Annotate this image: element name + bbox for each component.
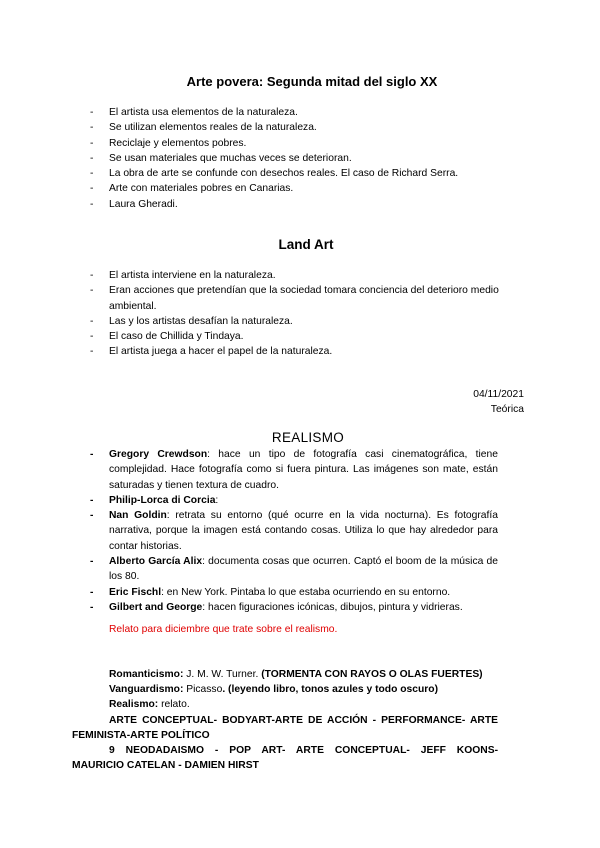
movements-line-1 xyxy=(72,713,498,728)
date: 04/11/2021 xyxy=(473,389,524,400)
summary-block xyxy=(72,667,498,773)
text-bold: (TORMENTA CON RAYOS O OLAS FUERTES) xyxy=(261,669,483,680)
artist-name: Eric Fischl xyxy=(109,586,162,598)
list-item: - Eran acciones que pretendían que la sociedad tomara conciencia del deterioro medio ambiental. xyxy=(90,283,510,314)
list-item xyxy=(90,600,498,615)
realismo-line xyxy=(72,697,498,712)
realismo-note: Relato para diciembre que trate sobre el realismo. xyxy=(109,624,338,635)
text: J. M. W. Turner. xyxy=(183,669,262,680)
list-item: - Se utilizan elementos reales de la naturaleza. xyxy=(90,120,510,135)
list-item xyxy=(90,493,498,508)
artist-name: Nan Goldin xyxy=(109,510,167,522)
list-item: - El artista interviene en la naturaleza. xyxy=(90,268,510,283)
text-bold: MAURICIO CATELAN - DAMIEN HIRST xyxy=(72,760,259,772)
label: Vanguardismo: xyxy=(109,684,184,696)
artist-description: : hace un tipo de fotografía casi cinematográfica, tiene complejidad. Hace fotografía como si fuera pintura. Las imágenes son mate, están saturadas y tienen textura de cuadro. xyxy=(109,449,498,491)
text: Picasso xyxy=(183,684,223,696)
list-item: - Arte con materiales pobres en Canarias. xyxy=(90,181,510,196)
text: relato. xyxy=(158,699,190,711)
list-item: - Reciclaje y elementos pobres. xyxy=(90,136,510,151)
list-item: - Laura Gheradi. xyxy=(90,197,510,212)
realismo-list xyxy=(90,447,498,615)
arte-povera-list xyxy=(90,105,510,212)
list-item: - Las y los artistas desafían la naturaleza. xyxy=(90,314,510,329)
text-bold: ARTE CONCEPTUAL- BODYART-ARTE DE ACCIÓN - PERFORMANCE- ARTE xyxy=(109,714,498,726)
label: Realismo: xyxy=(109,699,159,711)
artist-description: : retrata su entorno (qué ocurre en la vida nocturna). Es fotografía narrativa, porque la imagen está contando cosas. Utiliza lo que hay alrededor para contar historias. xyxy=(109,510,498,552)
list-item: - Se usan materiales que muchas veces se deterioran. xyxy=(90,151,510,166)
romanticismo-line xyxy=(72,667,498,682)
artist-name: Philip-Lorca di Corcia xyxy=(109,494,216,506)
realismo-heading: REALISMO xyxy=(271,430,345,445)
artist-description: : xyxy=(215,494,219,506)
land-art-heading: Land Art xyxy=(278,237,334,252)
vanguardismo-line xyxy=(72,682,498,697)
artist-name: Alberto García Alix xyxy=(109,556,203,568)
text-bold: . (leyendo libro, tonos azules y todo oscuro) xyxy=(222,684,438,696)
list-item xyxy=(90,554,498,585)
list-item xyxy=(90,508,498,554)
class-type: Teórica xyxy=(490,404,524,416)
label: Romanticismo: xyxy=(109,669,184,680)
artist-description: : en New York. Pintaba lo que estaba ocurriendo en su entorno. xyxy=(161,586,451,598)
list-item: - El caso de Chillida y Tindaya. xyxy=(90,329,510,344)
artist-description: : documenta cosas que ocurren. Captó el boom de la música de los 80. xyxy=(109,556,498,583)
list-item xyxy=(90,585,498,600)
movements-line-4 xyxy=(72,758,498,773)
text-bold: 9 NEODADAISMO - POP ART- ARTE CONCEPTUAL- JEFF KOONS- xyxy=(109,745,498,757)
text-bold: FEMINISTA-ARTE POLÍTICO xyxy=(72,729,210,741)
list-item: - El artista usa elementos de la naturaleza. xyxy=(90,105,510,120)
movements-line-3 xyxy=(72,743,498,758)
artist-name: Gilbert and George xyxy=(109,601,203,613)
list-item xyxy=(90,447,498,493)
land-art-list xyxy=(90,268,510,360)
list-item: - El artista juega a hacer el papel de la naturaleza. xyxy=(90,344,510,359)
artist-name: Gregory Crewdson xyxy=(109,449,208,460)
arte-povera-heading: Arte povera: Segunda mitad del siglo XX xyxy=(186,74,438,89)
artist-description: : hacen figuraciones icónicas, dibujos, pintura y vidrieras. xyxy=(202,601,463,613)
movements-line-2 xyxy=(72,728,498,743)
date-block xyxy=(473,387,524,418)
list-item: - La obra de arte se confunde con desechos reales. El caso de Richard Serra. xyxy=(90,166,510,181)
